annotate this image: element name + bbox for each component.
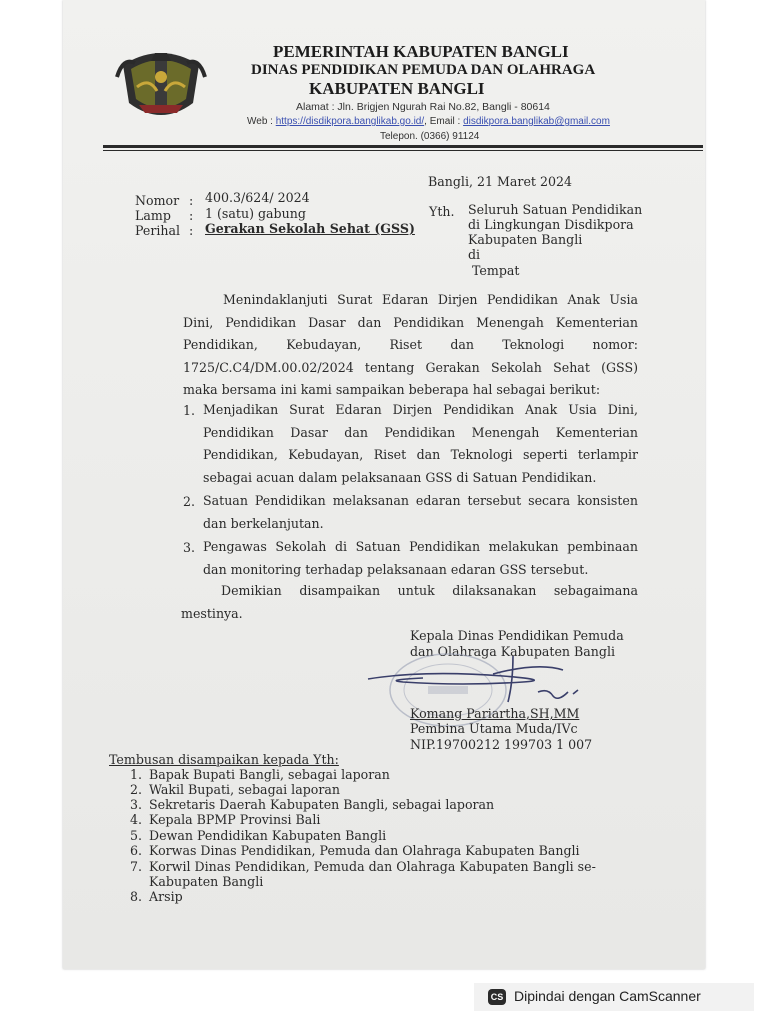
recipient-line: Tempat (472, 263, 520, 278)
list-item: Dewan Pendidikan Kabupaten Bangli (149, 828, 387, 843)
intro-line: maka bersama ini kami sampaikan beberapa hal sebagai berikut: (183, 382, 601, 397)
intro-line: 1725/C.C4/DM.00.02/2024 tentang Gerakan Sekolah Sehat (GSS) (183, 359, 638, 375)
point-line: Satuan Pendidikan melaksanan edaran tersebut secara konsisten (203, 493, 638, 508)
letterhead-line3: KABUPATEN BANGLI (309, 79, 485, 98)
point-3 (203, 536, 638, 581)
intro-line: Pendidikan, Kebudayan, Riset dan Teknologi nomor: (183, 337, 638, 352)
yth-label: Yth. (429, 204, 455, 219)
lamp-colon: : (189, 208, 194, 223)
perihal-value: Gerakan Sekolah Sehat (GSS) (205, 221, 415, 236)
camscanner-watermark (474, 983, 754, 1011)
letterhead-line2: DINAS PENDIDIKAN PEMUDA DAN OLAHRAGA (251, 62, 596, 78)
signatory-nip: NIP.19700212 199703 1 007 (410, 737, 593, 752)
point-line: Pendidikan, Kebudayan, Riset dan Teknologi seperti terlampir (203, 447, 638, 462)
closing-line: mestinya. (181, 605, 243, 621)
list-item-number: 5. (130, 828, 143, 843)
lamp-value: 1 (satu) gabung (205, 206, 306, 221)
camscanner-logo-icon: CS (488, 989, 506, 1005)
letter-page (63, 0, 705, 969)
signatory-name: Komang Pariartha,SH,MM (410, 706, 580, 721)
email-link[interactable]: disdikpora.banglikab@gmail.com (463, 116, 610, 127)
place-date: Bangli, 21 Maret 2024 (428, 174, 573, 189)
closing-line: Demikian disampaikan untuk dilaksanakan sebagaimana (221, 583, 638, 598)
email-label: , Email : (424, 116, 464, 127)
point-line: dan monitoring terhadap pelaksanaan edaran GSS tersebut. (203, 561, 589, 577)
signatory-rank: Pembina Utama Muda/IVc (410, 721, 578, 736)
list-item: Wakil Bupati, sebagai laporan (149, 782, 340, 797)
letterhead-line1: PEMERINTAH KABUPATEN BANGLI (273, 42, 569, 61)
point-1 (203, 399, 638, 489)
list-item: Arsip (149, 889, 183, 904)
recipient-line: Seluruh Satuan Pendidikan (468, 202, 643, 217)
list-item-number: 1. (130, 767, 143, 782)
nomor-value: 400.3/624/ 2024 (205, 190, 310, 205)
list-item: Korwil Dinas Pendidikan, Pemuda dan Olahraga Kabupaten Bangli se- (149, 859, 596, 874)
list-item-number: 2. (130, 782, 143, 797)
signatory-title-line2: dan Olahraga Kabupaten Bangli (410, 644, 616, 659)
list-item-number: 3. (130, 797, 143, 812)
point-2 (203, 490, 638, 535)
point-line: Menjadikan Surat Edaran Dirjen Pendidikan Anak Usia Dini, (203, 402, 638, 417)
recipient-line: Kabupaten Bangli (468, 232, 583, 247)
list-item: Korwas Dinas Pendidikan, Pemuda dan Olahraga Kabupaten Bangli (149, 843, 580, 858)
bangli-emblem-icon (113, 47, 209, 125)
list-item: Kabupaten Bangli (149, 874, 264, 889)
closing-paragraph (181, 580, 638, 625)
list-item-number: 4. (130, 812, 143, 827)
letterhead-rule-thick (103, 145, 703, 148)
list-item: Sekretaris Daerah Kabupaten Bangli, sebagai laporan (149, 797, 495, 812)
letterhead-address: Alamat : Jln. Brigjen Ngurah Rai No.82, Bangli - 80614 (296, 101, 550, 113)
recipient-line: di Lingkungan Disdikpora (468, 217, 634, 232)
letterhead-rule-thin (103, 150, 703, 151)
point-number: 3. (183, 540, 196, 555)
list-item-number: 8. (130, 889, 143, 904)
camscanner-label: Dipindai dengan CamScanner (514, 988, 701, 1004)
handwritten-signature-icon (363, 652, 663, 712)
signatory-title-line1: Kepala Dinas Pendidikan Pemuda (410, 628, 624, 643)
lamp-label: Lamp (135, 208, 171, 223)
intro-line: Dini, Pendidikan Dasar dan Pendidikan Menengah Kementerian (183, 314, 638, 330)
recipient-line: di (468, 247, 481, 262)
list-item: Bapak Bupati Bangli, sebagai laporan (149, 767, 390, 782)
nomor-label: Nomor (135, 193, 180, 208)
nomor-colon: : (189, 193, 194, 208)
letterhead-web (247, 116, 610, 127)
point-line: sebagai acuan dalam pelaksanaan GSS di Satuan Pendidikan. (203, 469, 597, 485)
point-line: Pendidikan Dasar dan Pendidikan Menengah Kementerian (203, 424, 638, 440)
letterhead-phone: Telepon. (0366) 91124 (380, 131, 480, 142)
intro-line: Menindaklanjuti Surat Edaran Dirjen Pendidikan Anak Usia (223, 292, 638, 307)
point-number: 2. (183, 494, 196, 509)
list-item-number: 7. (130, 859, 143, 874)
tembusan-heading: Tembusan disampaikan kepada Yth: (109, 752, 339, 767)
perihal-colon: : (189, 223, 194, 238)
point-number: 1. (183, 403, 196, 418)
list-item: Kepala BPMP Provinsi Bali (149, 812, 321, 827)
point-line: dan berkelanjutan. (203, 515, 324, 531)
web-label: Web : (247, 116, 276, 127)
perihal-label: Perihal (135, 223, 181, 238)
website-link[interactable]: https://disdikpora.banglikab.go.id/ (275, 116, 425, 127)
intro-paragraph (183, 289, 638, 402)
list-item-number: 6. (130, 843, 143, 858)
point-line: Pengawas Sekolah di Satuan Pendidikan melakukan pembinaan (203, 539, 638, 554)
